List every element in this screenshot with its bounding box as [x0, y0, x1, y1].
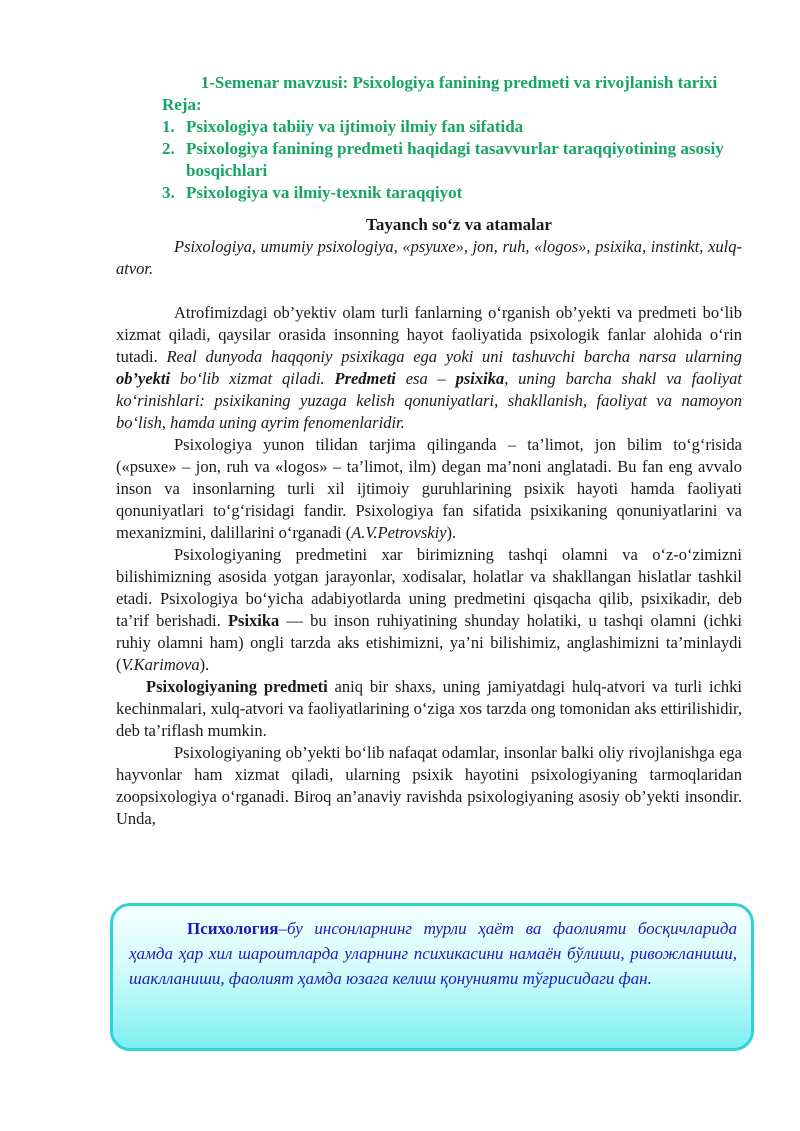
paragraph-objective-world: Atrofimizdagi ob’yektiv olam turli fanlarning o‘rganish ob’yekti va predmeti bo‘lib xizmat qiladi, qaysilar orasida insonning hayot faoliyatida psixologik fanlar alohida o‘rin tutadi. Real dunyoda haqqoniy psixikaga ega yoki uni tashuvchi barcha narsa ularning ob’yekti bo‘lib xizmat qiladi. Predmeti esa – psixika, uning barcha shakl va faoliyat ko‘rinishlari: psixikaning yuzaga kelish qonuniyatlari, shakllanish, faoliyat va namoyon bo‘lish, hamda uning ayrim fenomenlaridir.: [116, 303, 743, 432]
keywords-text: Psixologiya, umumiy psixologiya, «psyuxe», jon, ruh, «logos», psixika, instinkt, xulq-atvor.: [116, 237, 742, 278]
keywords-title: Tayanch so‘z va atamalar: [366, 215, 552, 234]
paragraph-greek-origin: Psixologiya yunon tilidan tarjima qilinganda – ta’limot, jon bilim to‘g‘risida («psuxe» – jon, ruh va «logos» – ta’limot, ilm) degan ma’noni anglatadi. Bu fan eng avvalo inson va insonlarning turli xil ijtimoiy guruhlarining psixik hayoti hamda faoliyati qonuniyatlari to‘g‘risidagi fandir. Psixologiya fan sifatida psixikaning qonuniyatlarini va mexanizmini, dalillarini o‘rganadi (A.V.Petrovskiy).: [116, 435, 742, 542]
paragraph-subject-definition: Psixologiyaning predmeti aniq bir shaxs, uning jamiyatdagi hulq-atvori va turli ichki kechinmalari, xulq-atvori va faoliyatlarining o‘ziga xos tarzda ong tomonidan aks ettirilishidir, deb ta’riflash mumkin.: [116, 677, 742, 740]
definition-text: Психология–бу инсонларнинг турли ҳаёт ва фаолияти босқичларида ҳамда ҳар хил шароитларда уларнинг психикасини намаён бўлиши, ривожланиши, шаклланиши, фаолият ҳамда юзага келиш қонунияти тўғрисидаги фан.: [129, 919, 737, 988]
paragraph-object: Psixologiyaning ob’yekti bo‘lib nafaqat odamlar, insonlar balki oliy rivojlanishga ega hayvonlar ham xizmat qiladi, ularning psixik hayotini psixologiyaning tarmoqlaridan zoopsixologiya o‘rganadi. Biroq an’anaviy ravishda psixologiyaning asosiy ob’yekti insondir. Unda,: [116, 743, 742, 828]
seminar-title: 1-Semenar mavzusi: Psixologiya fanining predmeti va rivojlanish tarixi: [200, 73, 718, 92]
paragraph-subject: Psixologiyaning predmetini xar birimizning tashqi olamni va o‘z-o‘zimizni bilishimizning asosida yotgan jarayonlar, xodisalar, holatlar va shakllangan hislatlar tashkil etadi. Psixologiya bo‘yicha adabiyotlarda uning predmetini qisqacha qilib, psixikadir, deb ta’rif berishadi. Psixika — bu inson ruhiyatining shunday holatiki, u tashqi olamni (ichki ruhiy olamni ham) ongli tarzda aks etishimizni, ya’ni bilishimiz, anglashimizni ta’minlaydi (V.Karimova).: [116, 545, 742, 674]
definition-term: Психология: [187, 919, 279, 938]
plan-item: 2. Psixologiya fanining predmeti haqidagi tasavvurlar taraqqiyotining asosiy bosqichlari: [162, 139, 724, 180]
plan-list: [162, 116, 742, 204]
plan-label: Reja:: [162, 95, 202, 114]
plan-item: 3. Psixologiya va ilmiy-texnik taraqqiyot: [162, 183, 463, 202]
plan-item: 1. Psixologiya tabiiy va ijtimoiy ilmiy fan sifatida: [162, 117, 524, 136]
definition-box: [110, 903, 754, 1051]
document-page: [116, 72, 742, 830]
